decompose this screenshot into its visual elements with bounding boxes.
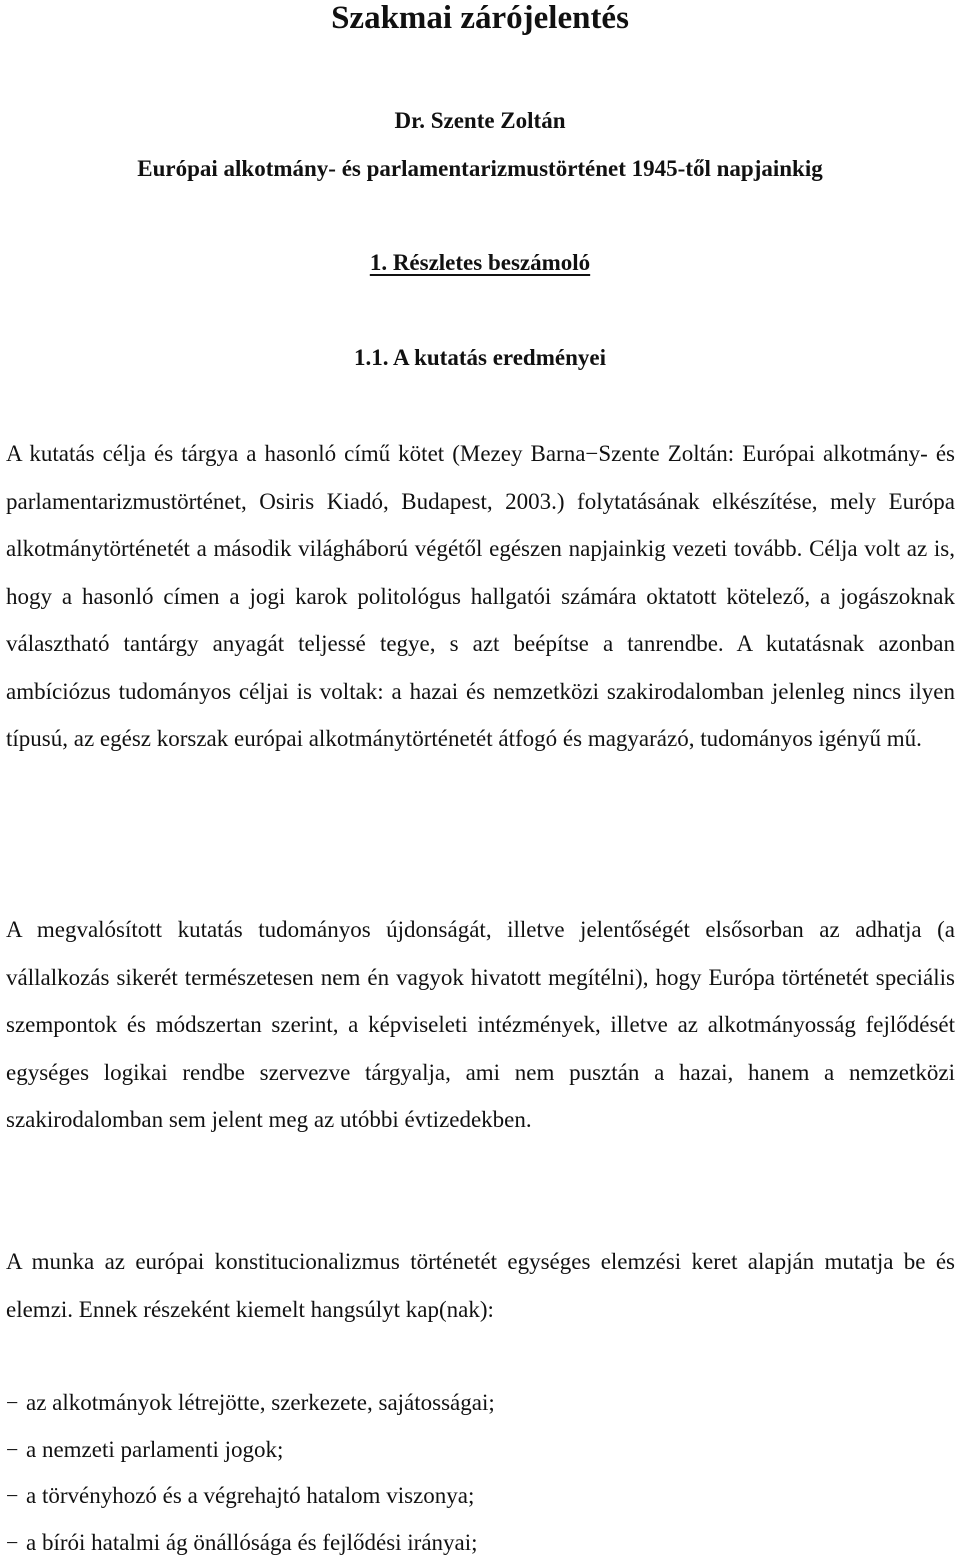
paragraph-analysis-framework: A munka az európai konstitucionalizmus történetét egységes elemzési keret alapján mutatja be és elemzi. Ennek részeként kiemelt hangsúlyt kap(nak): (6, 1238, 955, 1333)
dash-bullet-icon: − (6, 1520, 26, 1566)
list-item (6, 1380, 946, 1427)
list-item (6, 1427, 946, 1474)
paragraph-research-goal: A kutatás célja és tárgya a hasonló című kötet (Mezey Barna−Szente Zoltán: Európai alkotmány- és parlamentarizmustörténet, Osiris Kiadó, Budapest, 2003.) folytatásának elkészítése, mely Európa alkotmánytörténetét a második világháború végétől egészen napjainkig vezeti tovább. Célja volt az is, hogy a hasonló címen a jogi karok politológus hallgatói számára oktatott kötelező, a jogászoknak választható tantárgy anyagát teljessé tegye, s azt beépítse a tanrendbe. A kutatásnak azonban ambíciózus tudományos céljai is voltak: a hazai és nemzetközi szakirodalomban jelenleg nincs ilyen típusú, az egész korszak európai alkotmánytörténetét átfogó és magyarázó, tudományos igényű mű. (6, 430, 955, 763)
list-item-text: a törvényhozó és a végrehajtó hatalom viszonya; (26, 1473, 474, 1520)
subsection-heading: 1.1. A kutatás eredményei (0, 343, 960, 373)
list-item (6, 1473, 946, 1520)
author-name: Dr. Szente Zoltán (0, 106, 960, 136)
project-title: Európai alkotmány- és parlamentarizmustörténet 1945-től napjainkig (0, 154, 960, 184)
dash-bullet-icon: − (6, 1380, 26, 1427)
dash-bullet-icon: − (6, 1473, 26, 1520)
emphasis-list (6, 1380, 946, 1566)
dash-bullet-icon: − (6, 1427, 26, 1474)
list-item-text: a bírói hatalmi ág önállósága és fejlődési irányai; (26, 1520, 478, 1566)
section-heading: 1. Részletes beszámoló (0, 248, 960, 278)
list-item-text: az alkotmányok létrejötte, szerkezete, sajátosságai; (26, 1380, 495, 1427)
paragraph-scientific-novelty: A megvalósított kutatás tudományos újdonságát, illetve jelentőségét elsősorban az adhatja (a vállalkozás sikerét természetesen nem én vagyok hivatott megítélni), hogy Európa történetét speciális szempontok és módszertan szerint, a képviseleti intézmények, illetve az alkotmányosság fejlődését egységes logikai rendbe szervezve tárgyalja, ami nem pusztán a hazai, hanem a nemzetközi szakirodalomban sem jelent meg az utóbbi évtizedekben. (6, 906, 955, 1144)
list-item-text: a nemzeti parlamenti jogok; (26, 1427, 283, 1474)
list-item (6, 1520, 946, 1566)
document-title: Szakmai zárójelentés (0, 0, 960, 36)
